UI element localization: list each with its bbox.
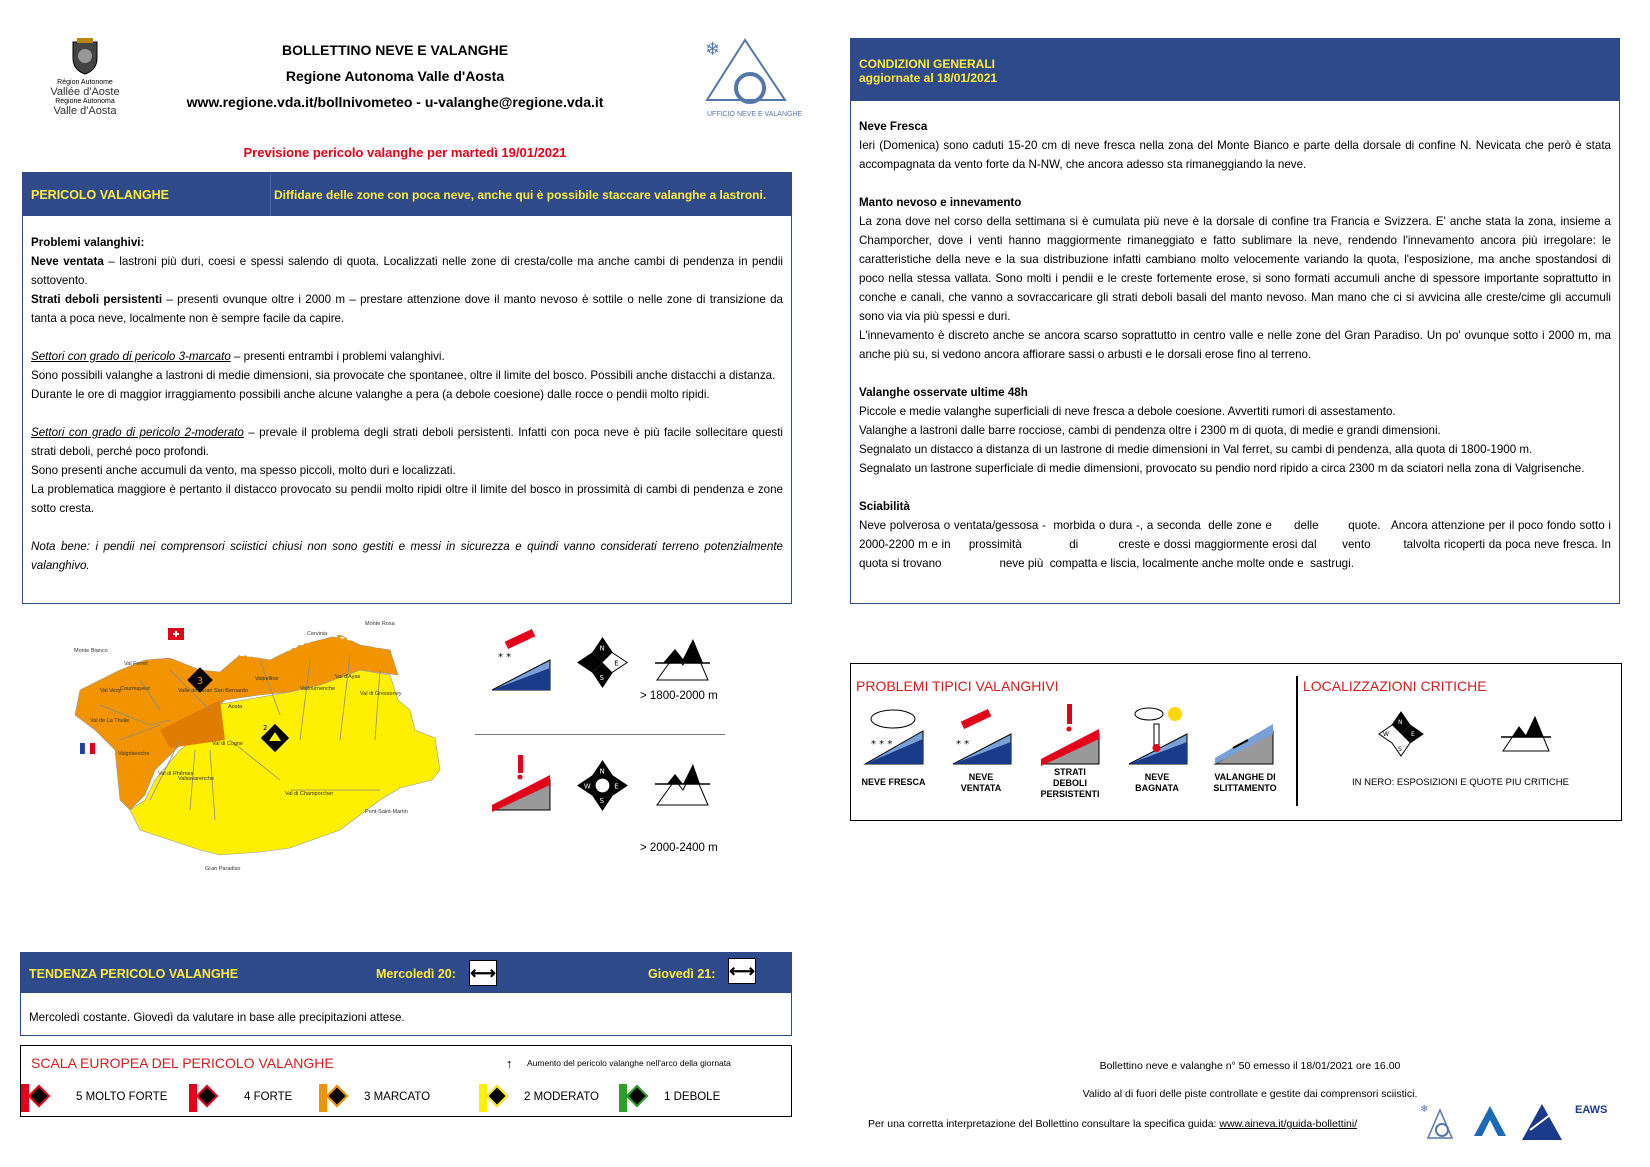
valanghe-osservate-4: Segnalato un lastrone superficiale di medie dimensioni, provocato su pendio nord ripido a circa 2300 m da sciatori nella zona di Valgrisenche. xyxy=(859,462,1585,475)
problem-strati-deboli: Strati deboli persistenti xyxy=(31,293,163,306)
settori-3-title: Settori con grado di pericolo 3-marcato xyxy=(31,350,231,363)
map-label-valgrisenche: Valgrisenche xyxy=(118,751,150,757)
svg-text:S: S xyxy=(599,797,604,806)
problemi-title: PROBLEMI TIPICI VALANGHIVI xyxy=(856,678,1059,694)
forecast-title: Previsione pericolo valanghe per martedì 19/01/2021 xyxy=(243,145,567,160)
problem-label-neve-fresca: NEVE FRESCA xyxy=(861,777,926,787)
settori-2-title: Settori con grado di pericolo 2-moderato xyxy=(31,426,244,439)
wind-slab-icon xyxy=(490,630,555,695)
region-subtitle: Regione Autonoma Valle d'Aosta xyxy=(285,68,505,84)
trend-day2-arrow-icon: ⟷ xyxy=(728,958,756,984)
footer-logos xyxy=(1420,1100,1640,1145)
map-label-valpelline: Valpelline xyxy=(255,676,279,682)
bulletin-title: BOLLETTINO NEVE E VALANGHE xyxy=(281,42,509,58)
map-label-valsavarenche: Valsavarenche xyxy=(178,776,214,782)
scala-title: SCALA EUROPEA DEL PERICOLO VALANGHE xyxy=(31,1055,334,1071)
condizioni-title: CONDIZIONI GENERALI xyxy=(859,57,996,71)
condizioni-text xyxy=(859,117,1624,573)
scala-color-bar xyxy=(21,1084,29,1112)
neve-fresca-title: Neve Fresca xyxy=(859,120,928,133)
tendenza-text: Mercoledì costante. Giovedì da valutare in base alle precipitazioni attese. xyxy=(29,1011,405,1024)
french-flag-icon xyxy=(80,743,95,754)
condizioni-subtitle: aggiornate al 18/01/2021 xyxy=(859,71,998,85)
map-label-val-veny: Val Veny xyxy=(100,688,122,694)
map-label-val-champorcher: Val di Champorcher xyxy=(285,791,334,797)
map-label-val-ayas: Val d'Ayas xyxy=(335,674,361,680)
altitude-lower: > 2000-2400 m xyxy=(640,842,718,854)
tendenza-day1: Mercoledì 20: xyxy=(376,967,456,981)
valanghe-osservate-2: Valanghe a lastroni dalle barre rocciose, cambi di pendenza oltre i 2300 m di quota, di medie e grandi dimensioni. xyxy=(859,424,1441,437)
svg-text:* * *: * * * xyxy=(871,739,893,750)
svg-text:❄: ❄ xyxy=(705,39,721,60)
svg-text:S: S xyxy=(1398,746,1402,753)
danger-level-icon xyxy=(28,1085,51,1108)
localizzazioni-title: LOCALIZZAZIONI CRITICHE xyxy=(1303,678,1487,694)
problem-label-strati-deboli: STRATI DEBOLI PERSISTENTI xyxy=(1040,767,1100,799)
svg-text:E: E xyxy=(614,782,619,791)
avalanche-logo-icon xyxy=(1520,1100,1565,1142)
tendenza-box xyxy=(20,952,792,1036)
wind-drifted-snow-icon xyxy=(951,709,1013,767)
tendenza-header xyxy=(21,953,791,993)
svg-text:E: E xyxy=(614,659,619,668)
altitude-lower-icon xyxy=(655,760,710,810)
footer-validity: Valido al di fuori delle piste controllate e gestite dai comprensori sciistici. xyxy=(1082,1088,1418,1100)
valanghe-osservate-1: Piccole e medie valanghe superficiali di neve fresca a debole coesione. Avvertiti rumori di assestamento. xyxy=(859,405,1396,418)
svg-text:N: N xyxy=(599,644,605,653)
svg-text:W: W xyxy=(583,782,591,791)
persistent-weak-layers-icon xyxy=(490,755,555,815)
compass-upper-icon xyxy=(575,635,630,690)
altitude-upper-icon xyxy=(655,635,710,685)
problemi-box xyxy=(850,663,1622,821)
map-label-gran-san-bernardo: Valle del Gran San Bernardo xyxy=(178,688,248,694)
region-logo xyxy=(40,36,130,126)
scala-level-label: 4 FORTE xyxy=(244,1091,293,1103)
altitude-upper: > 1800-2000 m xyxy=(640,690,718,702)
guide-link[interactable]: www.aineva.it/guida-bollettini/ xyxy=(1219,1118,1358,1130)
persistent-weak-layers-problem-icon xyxy=(1039,704,1101,767)
scala-color-bar xyxy=(319,1084,327,1112)
vda-logo-icon xyxy=(1420,1100,1460,1142)
manto-text2: L'innevamento è discreto anche se ancora scarso soprattutto in centro valle e nelle zone del Gran Paradiso. Un po' ovunque sotto i 2000 m, ma anche più su, si vedono ancora affiorare sassi o arbusti e le dorsali erose fino al terreno. xyxy=(859,329,1611,361)
nota-bene: Nota bene: i pendii nei comprensori sciistici chiusi non sono gestiti e messi in sicurezza e quindi vanno considerati terreno potenzialmente valanghivo. xyxy=(31,540,783,572)
tendenza-label: TENDENZA PERICOLO VALANGHE xyxy=(29,967,239,981)
settori-2-p1: Sono presenti anche accumuli da vento, ma spesso piccoli, molto duri e localizzati. xyxy=(31,464,456,477)
aineva-logo-icon xyxy=(1470,1100,1510,1142)
danger-level-icon xyxy=(196,1085,219,1108)
localizzazioni-note: IN NERO: ESPOSIZIONI E QUOTE PIU CRITICHE xyxy=(1352,777,1569,788)
settori-2-p2: La problematica maggiore è pertanto il distacco provocato su pendii molto ripidi oltre il limite del bosco in prossimità di cambi di pendenza e zone sotto cresta. xyxy=(31,483,783,515)
scala-increase-note: Aumento del pericolo valanghe nell'arco della giornata xyxy=(527,1058,731,1068)
problem-neve-ventata: Neve ventata xyxy=(31,255,104,268)
problem-neve-ventata-text: – lastroni più duri, coesi e spessi salendo di quota. Localizzati nelle zone di cresta/colle ma anche cambi di pendenza in pendii sottovento. xyxy=(31,255,783,287)
office-logo-text: UFFICIO NEVE E VALANGHE xyxy=(707,111,803,118)
region-logo-line1: Région Autonome xyxy=(57,79,113,86)
svg-text:❄: ❄ xyxy=(1420,1104,1429,1115)
new-snow-icon xyxy=(863,709,925,767)
scala-level-label: 1 DEBOLE xyxy=(664,1091,721,1103)
footer-guide xyxy=(868,1118,1357,1130)
increase-arrow-icon: ↑ xyxy=(506,1056,513,1071)
altitude-panel xyxy=(490,630,760,910)
problem-strati-deboli-text: – presenti ovunque oltre i 2000 m – prestare attenzione dove il manto nevoso è sottile o nelle zone di transizione da tanta a poca neve, localmente non è sempre facile da capire. xyxy=(31,293,783,325)
gliding-snow-icon xyxy=(1213,706,1275,766)
localization-compass-icon xyxy=(1376,709,1426,759)
region-logo-line2: Vallée d'Aoste xyxy=(50,86,120,98)
neve-fresca-text: Ieri (Domenica) sono caduti 15-20 cm di neve fresca nella zona del Monte Bianco e parte della dorsale di confine N. Nevicata che però è stata accompagnata da vento forte da N-NW, che ancora adesso sta rimaneggiando la neve. xyxy=(859,139,1611,171)
contact-line: www.regione.vda.it/bollnivometeo - u-valanghe@regione.vda.it xyxy=(186,94,604,110)
map-label-cervinia: Cervinia xyxy=(307,631,328,637)
danger-level-icon xyxy=(486,1085,509,1108)
settori-2-text: – prevale il problema degli strati deboli persistenti. Infatti con poca neve è più facile sollecitare questi strati deboli, perché poco profondi. xyxy=(31,426,783,458)
settori-3-text: – presenti entrambi i problemi valanghivi. xyxy=(230,350,445,363)
map-label-val-ferret: Val Ferret xyxy=(124,661,148,667)
map-label-val-la-thuile: Val de La Thuile xyxy=(90,718,130,724)
svg-text:2: 2 xyxy=(263,724,268,732)
footer-issue: Bollettino neve e valanghe n° 50 emesso il 18/01/2021 ore 16.00 xyxy=(1099,1060,1401,1072)
manto-title: Manto nevoso e innevamento xyxy=(859,196,1022,209)
svg-text:N: N xyxy=(1398,719,1403,726)
pericolo-box xyxy=(22,172,792,604)
localization-altitude-icon xyxy=(1501,709,1551,754)
footer-guide-prefix: Per una corretta interpretazione del Bollettino consultare la specifica guida: xyxy=(868,1118,1220,1130)
danger-map xyxy=(60,621,450,890)
valanghe-osservate-3: Segnalato un distacco a distanza di un lastrone di medie dimensioni in Val ferret, su cambi di pendenza, alla quota di 1800-1900 m. xyxy=(859,443,1533,456)
problem-label-neve-bagnata: NEVE BAGNATA xyxy=(1135,772,1179,793)
map-label-val-cogne: Val di Cogne xyxy=(212,741,244,747)
trend-day1-arrow-icon: ⟷ xyxy=(469,960,497,986)
scala-color-bar xyxy=(189,1084,197,1112)
scala-level-label: 3 MARCATO xyxy=(364,1091,431,1103)
pericolo-header xyxy=(23,173,791,216)
svg-text:S: S xyxy=(599,674,604,683)
map-label-valtournenche: Valtournenche xyxy=(300,686,336,692)
sciabilita-text: Neve polverosa o ventata/gessosa - morbida o dura -, a seconda delle zone e delle quote. Ancora attenzione per il poco fondo sotto i 2000-2200 m e in prossimità di creste e dossi maggiormente erosi dal vento talvolta ricoperti da poca neve fresca. In quota si trovano neve più compatta e liscia, localmente anche molte onde e sastrugi. xyxy=(859,519,1624,570)
problem-label-slittamento: VALANGHE DI SLITTAMENTO xyxy=(1213,772,1277,793)
problems-title: Problemi valanghivi: xyxy=(31,236,145,249)
scala-box xyxy=(20,1045,792,1117)
svg-text:* *: * * xyxy=(956,739,970,750)
compass-lower-icon xyxy=(575,758,630,813)
svg-text:E: E xyxy=(1411,731,1415,738)
coat-of-arms-icon xyxy=(65,36,105,76)
svg-text:W: W xyxy=(1383,731,1389,738)
snowflake-mountain-logo-icon xyxy=(695,30,803,120)
wet-snow-icon xyxy=(1127,704,1189,767)
map-label-pont-saint-martin: Pont-Saint-Martin xyxy=(365,809,408,815)
region-logo-line3: Regione Autonoma xyxy=(55,98,115,105)
scala-level-label: 2 MODERATO xyxy=(524,1091,599,1103)
scala-level-label: 5 MOLTO FORTE xyxy=(76,1091,168,1103)
scala-color-bar xyxy=(479,1084,487,1112)
danger-level-icon xyxy=(326,1085,349,1108)
svg-text:N: N xyxy=(599,767,605,776)
map-label-courmayeur: Courmayeur xyxy=(120,686,151,692)
svg-text:* *: * * xyxy=(498,652,512,663)
map-label-val-rhemes: Val di Rhêmes xyxy=(158,771,194,777)
svg-text:3: 3 xyxy=(196,676,204,687)
pericolo-text xyxy=(31,233,783,575)
problem-label-neve-ventata: NEVE VENTATA xyxy=(960,772,1002,793)
region-logo-line4: Valle d'Aosta xyxy=(53,105,117,117)
eaws-logo: EAWS xyxy=(1575,1104,1608,1116)
condizioni-header xyxy=(851,39,1619,101)
manto-text1: La zona dove nel corso della settimana si è cumulata più neve è la dorsale di confine tra Francia e Svizzera. E' anche stata la zona, insieme a Champorcher, dove i venti hanno maggiormente rimaneggiato e fatto sublimare la neve, rendendo l'innevamento ancora più irregolare: le caratteristiche della neve e la sua distribuzione infatti cambiano molto velocemente variando la quota, l'esposizione, ma anche spostandosi di poco nella stessa vallata. Sono molti i pendii e le creste fortemente erose, si sono formati accumuli anche di spessore importante soprattutto in conche e canali, che vanno a sovraccaricare gli strati deboli basali del manto nevoso. Man mano che ci si avvicina alle creste/cime gli accumuli sono via via più spessi e duri. xyxy=(859,215,1611,323)
office-logo xyxy=(695,30,803,120)
settori-3-p1: Sono possibili valanghe a lastroni di medie dimensioni, sia provocate che spontanee, oltre il limite del bosco. Possibili anche distacchi a distanza. xyxy=(31,369,776,382)
valanghe-osservate-title: Valanghe osservate ultime 48h xyxy=(859,386,1028,399)
map-label-monte-bianco: Monte Bianco xyxy=(74,648,108,654)
map-label-monte-rosa: Monte Rosa xyxy=(365,621,395,627)
map-label-aosta: Aosta xyxy=(228,704,243,710)
condizioni-box xyxy=(850,38,1624,604)
pericolo-label: PERICOLO VALANGHE xyxy=(23,173,271,216)
settori-3-p2: Durante le ore di maggior irraggiamento possibili anche alcune valanghe a pera (a debole coesione) dalle rocce o pendii molto ripidi. xyxy=(31,388,710,401)
map-label-val-gressoney: Val di Gressoney xyxy=(360,691,402,697)
danger-level-icon xyxy=(626,1085,649,1108)
sciabilita-title: Sciabilità xyxy=(859,500,910,513)
scala-color-bar xyxy=(619,1084,627,1112)
tendenza-day2: Giovedì 21: xyxy=(648,967,716,981)
pericolo-headline: Diffidare delle zone con poca neve, anche qui è possibile staccare valanghe a lastroni. xyxy=(274,188,767,202)
map-label-gran-paradiso: Gran Paradiso xyxy=(205,866,241,872)
